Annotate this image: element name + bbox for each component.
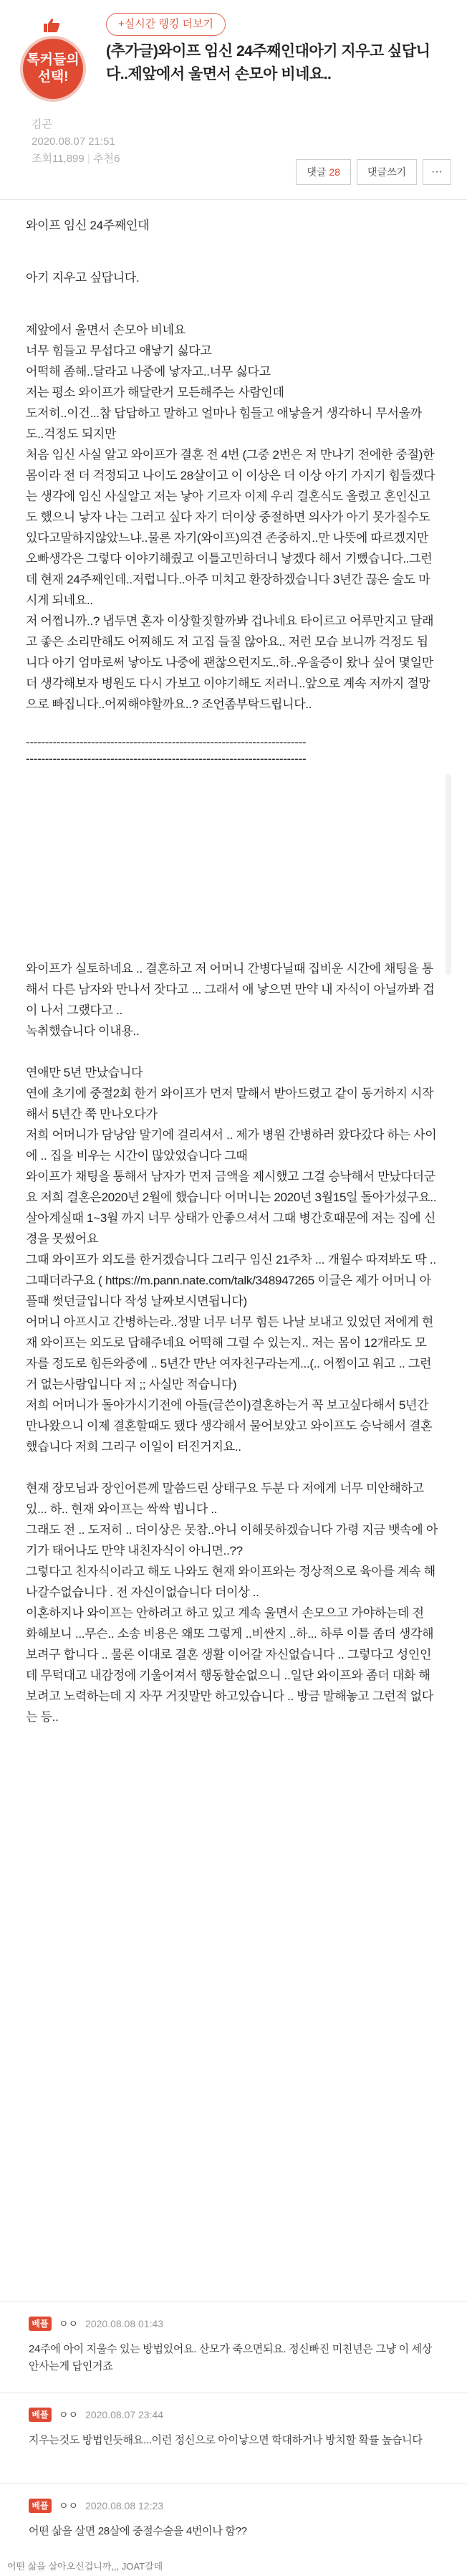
comment-author[interactable]: ㅇㅇ <box>59 2318 79 2329</box>
post-line: 와이프 임신 24주째인대 <box>26 219 150 232</box>
comments-count: 28 <box>329 166 340 178</box>
post-line: 저는 평소 와이프가 해달란거 모든해주는 사람인데 <box>26 386 284 399</box>
post-line: 어떡해 좀해..달라고 나중에 낳자고..너무 싫다고 <box>26 365 271 378</box>
comment-date: 2020.08.08 12:23 <box>85 2500 164 2511</box>
post-line: 그래도 전 .. 도저히 .. 더이상은 못참..아니 이해못하겠습니다 가령 지금 뱃속에 아기가 태어나도 만약 내친자식이 아니면..?? <box>26 1523 438 1557</box>
post-line: 이혼하지나 와이프는 안하려고 하고 있고 계속 울면서 손모으고 가야하는데 전 화해보니 ...무슨.. 소송 비용은 왜또 그렇게 ..비싼지 ..하... 하루 이틀 좀더 생각해보려구 합니다 .. 물론 이대로 결혼 생활 이어갈 자신없습니다 .. 그렇다고 성인인데 무턱대고 내감정에 기울어져서 행동할순없으니 ..일단 와이프와 좀더 대화 해보려고 노력하는데 지 자꾸 거짓말만 하고있습니다 .. 방금 말해놓고 그런적 없다는 등.. <box>26 1606 434 1724</box>
comment-item <box>0 2398 467 2488</box>
post-line: 연애만 5년 만났습니다 <box>26 1066 143 1079</box>
post-line: 너무 힘들고 무섭다고 애낳기 싫다고 <box>26 344 212 358</box>
post-body <box>26 215 438 1727</box>
comments-button[interactable] <box>296 159 351 185</box>
header-divider <box>0 199 467 200</box>
comment-text: 어떤 삶을 살면 28살에 중절수술을 4번이나 함?? <box>29 2525 247 2537</box>
post-datetime: 2020.08.07 21:51 <box>32 135 115 148</box>
post-meta: 김곤 2020.08.07 21:51 조회11,899 | 추천6 <box>32 116 120 168</box>
best-comment-badge: 베플 <box>29 2317 52 2331</box>
author-name[interactable]: 김곤 <box>32 118 52 130</box>
comment-item <box>0 2307 467 2397</box>
comment-author[interactable]: ㅇㅇ <box>59 2500 79 2511</box>
post-line: 연애 초기에 중절2회 한거 와이프가 먼저 말해서 받아드렸고 같이 동거하지 시작해서 5년간 쭉 만나오다가 <box>26 1087 434 1121</box>
dash-separator <box>26 732 438 765</box>
post-line: 저 어쩝니까..? 냅두면 혼자 이상할짓할까봐 겁나네요 타이르고 어루만지고 달래고 좋은 소리만해도 어찌해도 저 고집 들질 않아요.. 저런 모습 보니까 걱정도 됩니다 아기 엄마로써 낳아도 나중에 괜찮으런지도..하..우울증이 왔나 싶어 몇일만 더 생각해보자 병원도 다시 가보고 이야기해도 저러니..앞으로 계속 저까지 절망으로 빠집니다..어찌해야할까요..? 조언좀부탁드립니다.. <box>26 614 434 711</box>
post-line: 처음 임신 사실 알고 와이프가 결혼 전 4번 (그중 2번은 저 만나기 전에한 중절)한 몸이라 전 더 걱정되고 나이도 28살이고 이 이상은 더 이상 아기 가지기 힘들겠다는 생각에 임신 사실알고 저는 낳아 기르자 이제 우리 결혼식도 올렸고 혼인신고도 했으니 낳자 나는 그러고 싶다 자기 더이상 중절하면 의사가 아기 못가질수도있다고말하지않았느냐..물론 자기(와이프)의견 존중하지..만 나뜻에 따르겠지만 오빠생각은 그렇다 이야기해줬고 이틀고민하더니 낳겠다 해서 기뻤습니다..그런데 현재 24주째인데..저럽니다..아주 미치고 환장하겠습니다 3년간 끊은 술도 마시게 되네요.. <box>26 448 435 607</box>
live-ranking-link[interactable]: +실시간 랭킹 더보기 <box>106 13 226 36</box>
comment-author[interactable]: ㅇㅇ <box>59 2409 79 2420</box>
scrollbar[interactable] <box>446 774 451 975</box>
post-line: 와이프가 실토하네요 .. 결혼하고 저 어머니 간병다닐때 집비운 시간에 채팅을 통해서 다른 남자와 만나서 잣다고 ... 그래서 애 낳으면 만약 내 자식이 아닐까봐 겁이 나서 그랬다고 .. <box>26 962 435 1017</box>
view-count: 조회11,899 <box>32 153 85 165</box>
medal-badge: 톡커들의 선택! <box>23 39 83 99</box>
post-actions <box>296 159 451 185</box>
footer-caption: 어떤 삶을 살아오신겁니까,,, JOAT갈데 <box>7 2561 163 2572</box>
comment-item <box>0 2489 467 2553</box>
comments-label: 댓글 <box>307 166 327 178</box>
post-line: 아기 지우고 싶답니다. <box>26 271 140 285</box>
comment-date: 2020.08.08 01:43 <box>85 2318 164 2329</box>
comment-text: 24주에 아이 지울수 있는 방법있어요. 산모가 죽으면되요. 정신빠진 미친년은 그냥 이 세상 안사는게 답인거죠 <box>29 2343 433 2372</box>
post-line: 도저히..이건...참 답답하고 말하고 얼마나 힘들고 애낳을거 생각하니 무서울까도..걱정도 되지만 <box>26 406 422 441</box>
post-line: 현재 장모님과 장인어른께 말씀드린 상태구요 두분 다 저에게 너무 미안해하고 있... 하.. 현재 와이프는 싹싹 빕니다 .. <box>26 1482 424 1516</box>
comment-date: 2020.08.07 23:44 <box>85 2409 164 2420</box>
post-line: 와이프가 채팅을 통해서 남자가 먼저 금액을 제시했고 그걸 승낙해서 만났다더군요 저희 결혼은2020년 2월에 했습니다 어머니는 2020년 3월15일 돌아가셨구요.. 살아계실때 1~3월 까지 너무 상태가 안좋으셔서 그때 병간호때문에 저는 집에 신경을 못썼어요 <box>26 1170 437 1246</box>
post-line: 제앞에서 울면서 손모아 비네요 <box>26 323 186 337</box>
thumbs-up-icon <box>42 17 62 33</box>
best-comment-badge: 베플 <box>29 2499 52 2513</box>
post-line: 그렇다고 친자식이라고 해도 나와도 현재 와이프와는 정상적으로 육아를 계속 해나갈수없습니다 . 전 자신이없습니다 더이상 .. <box>26 1565 435 1599</box>
post-line: 저희 어머니가 담낭암 말기에 걸리셔서 .. 제가 병원 간병하러 왔다갔다 하는 사이에 .. 집을 비우는 시간이 많았었습니다 그때 <box>26 1128 437 1163</box>
post-line: 녹취했습니다 이내용.. <box>26 1024 140 1038</box>
best-comments <box>0 2307 467 2553</box>
post-line: 저희 어머니가 돌아가시기전에 아들(글쓴이)결혼하는거 꼭 보고싶다해서 5년간 만나왔으니 이제 결혼할때도 됐다 생각해서 물어보았고 와이프도 승낙해서 결혼했습니다 저희 그리구 이일이 터진거지요.. <box>26 1398 433 1454</box>
dash-line: ------------------------------------------------------------------------- <box>26 735 307 749</box>
more-options-button[interactable]: ··· <box>423 159 451 185</box>
post-line: 그때 와이프가 외도를 한거겠습니다 그리구 임신 21주차 ... 개월수 따져봐도 딱 .. 그때더라구요 ( https://m.pann.nate.com/talk/348947265 이글은 제가 어머니 아플때 썻던글입니다 작성 날짜보시면됩니다) <box>26 1253 436 1308</box>
post-line: 어머니 아프시고 간병하는라..정말 너무 너무 힘든 나날 보내고 있었던 저에게 현재 와이프는 외도로 답해주네요 어떡해 그럴 수 있는지.. 저는 몸이 12개라도 모자를 정도로 힘든와중에 .. 5년간 만난 여자친구라는게...(.. 어쩜이고 워고 .. 그런거 없는사람입니다 저 ;; 사실만 적습니다) <box>26 1315 433 1391</box>
write-comment-button[interactable]: 댓글쓰기 <box>357 159 417 185</box>
best-comment-badge: 베플 <box>29 2408 52 2422</box>
page-title: (추가글)와이프 임신 24주째인대아기 지우고 싶답니다..제앞에서 울면서 손모아 비네요.. <box>106 43 430 82</box>
post-header <box>0 0 467 186</box>
recommend-count: 추천6 <box>93 153 120 165</box>
dash-line: ------------------------------------------------------------------------- <box>26 752 307 765</box>
comment-text: 지우는것도 방법인듯해요...이런 정신으로 아이낳으면 학대하거나 방치할 확률 높습니다 <box>29 2434 423 2446</box>
